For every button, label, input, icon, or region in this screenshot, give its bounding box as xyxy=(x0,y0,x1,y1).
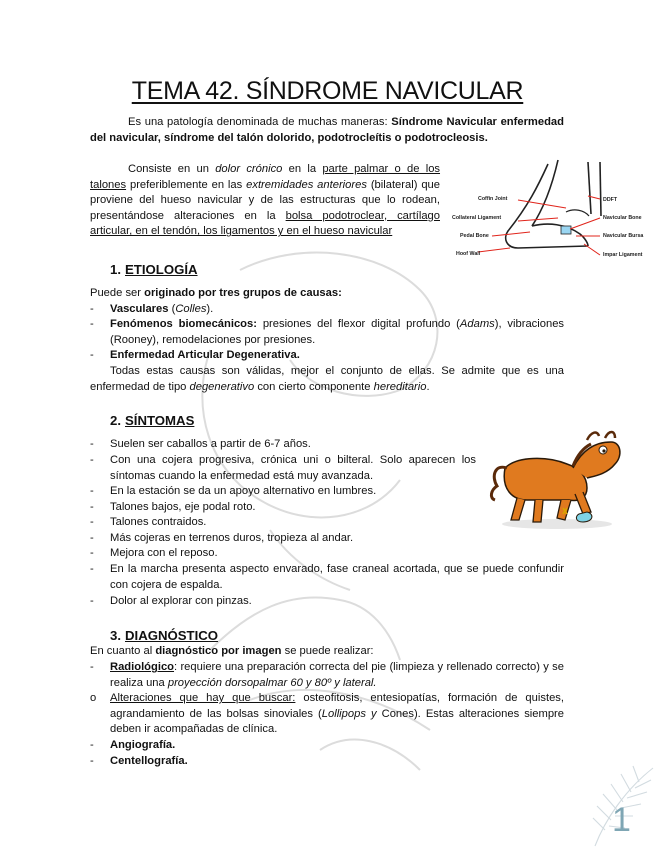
label-ddft: DDFT xyxy=(603,197,618,203)
text-span: Todas estas causas son válidas, mejor el conjunto de ellas. Se admite que es una enfermedad de tipo xyxy=(90,365,564,393)
method-label: Alteraciones que hay que buscar: xyxy=(110,692,296,704)
label-collateral-ligament: Collateral Ligament xyxy=(452,215,502,221)
intro-text: Es una patología denominada de muchas maneras: xyxy=(128,116,388,128)
cause-label: Fenómenos biomecánicos: xyxy=(110,318,257,330)
etiologia-conclusion xyxy=(90,364,564,395)
intro-synonyms: Síndrome Navicular enfermedad del navicular, síndrome del talón dolorido, podotrocleítis o podotrocleosis. xyxy=(90,116,564,144)
section-heading-etiologia xyxy=(110,262,198,278)
method-label: Radiológico xyxy=(110,661,175,673)
text-span: en la xyxy=(288,163,317,175)
intro-paragraph-2 xyxy=(90,162,440,240)
page-title: TEMA 42. SÍNDROME NAVICULAR xyxy=(131,77,524,105)
text-span: osteofitosis, entesiopatías, formación de quistes, agrandamiento de las bolsas sinoviales ( xyxy=(110,692,564,720)
text-span: ). xyxy=(206,303,214,315)
text-span: se puede realizar: xyxy=(284,645,374,657)
section-number: 1. xyxy=(110,262,121,277)
text-extremidades: extremidades anteriores xyxy=(246,178,367,191)
text-span: (bilateral) que proviene del hueso navicular y de las estructuras que lo rodean, presentándose alteraciones en la xyxy=(90,178,440,222)
diagnostico-radiologico: - Radiológico: requiere una preparación correcta del pie (limpieza y rellenado correcto) y se realiza una proyección dorsopalmar 60 y 80º y lateral. xyxy=(90,661,564,689)
section-number: 2. xyxy=(110,413,121,428)
diagnostico-intro xyxy=(90,644,564,660)
label-hoof-wall: Hoof Wall xyxy=(456,251,481,257)
section-heading-diagnostico xyxy=(110,628,218,644)
text-bolsa: bolsa podotroclear, cartílago articular, en el tendón, los ligamentos y en el hueso navicular xyxy=(90,209,440,238)
text-span: En cuanto al xyxy=(90,645,153,657)
text-span: Puede ser xyxy=(90,287,141,299)
text-dolor: dolor crónico xyxy=(215,163,283,175)
label-coffin-joint: Coffin Joint xyxy=(478,196,508,202)
text-span: diagnóstico por imagen xyxy=(155,645,282,657)
etiologia-intro xyxy=(90,286,564,302)
label-impar-ligament: Impar Ligament xyxy=(603,252,643,258)
text-span: : requiere una preparación correcta del pie (limpieza y rellenado correcto) y se realiza una xyxy=(110,661,564,689)
section-number: 3. xyxy=(110,628,121,643)
intro-paragraph-1 xyxy=(90,115,564,146)
text-span: originado por tres grupos de causas: xyxy=(144,287,342,299)
text-span: con cierto componente xyxy=(257,380,371,393)
text-span: hereditario xyxy=(373,380,427,393)
text-span: . xyxy=(426,380,430,393)
text-span: Consiste en un xyxy=(128,163,209,175)
diagnostico-angiografia: - Angiografía. xyxy=(90,739,176,751)
label-navicular-bone: Navicular Bone xyxy=(603,215,642,221)
lame-horse-cartoon xyxy=(487,428,625,532)
section-title: DIAGNÓSTICO xyxy=(125,628,219,643)
text-span: ( xyxy=(171,303,176,315)
text-span: Colles xyxy=(175,303,207,315)
label-pedal-bone: Pedal Bone xyxy=(460,233,489,239)
section-heading-sintomas xyxy=(110,413,194,429)
text-parte: parte palmar o de los talones xyxy=(90,163,441,191)
cause-biomecanicos: - Fenómenos biomecánicos: presiones del flexor digital profundo (Adams), vibraciones (Rooney), remodelaciones por presiones. xyxy=(90,318,565,346)
text-span: presiones del flexor digital profundo ( xyxy=(262,318,460,330)
section-title: ETIOLOGÍA xyxy=(125,262,198,277)
page-number: 1 xyxy=(612,801,631,839)
cause-label: Enfermedad Articular Degenerativa. xyxy=(110,349,300,361)
cause-label: Vasculares xyxy=(110,303,169,315)
hoof-anatomy-diagram xyxy=(448,156,648,264)
diagnostico-alteraciones: o Alteraciones que hay que buscar: osteofitosis, entesiopatías, formación de quistes, agrandamiento de las bolsas sinoviales (Lollipops y Cones). Estas alteraciones siempre deben ir acompañadas de clínica. xyxy=(90,692,564,736)
cause-vasculares: - Vasculares (Colles). xyxy=(90,303,214,315)
text-span: ), vibraciones (Rooney), remodelaciones por presiones. xyxy=(110,318,565,346)
text-span: Lollipops y xyxy=(321,707,377,720)
text-span: Adams xyxy=(459,318,495,330)
text-span: proyección dorsopalmar 60 y 80º y lateral. xyxy=(167,676,377,689)
text-span: degenerativo xyxy=(189,380,255,393)
diagnostico-centellografia: - Centellografía. xyxy=(90,755,188,767)
text-span: Cones). Estas alteraciones siempre deben ir acompañadas de clínica. xyxy=(110,707,564,736)
label-navicular-bursa: Navicular Bursa xyxy=(603,233,644,239)
cause-degenerativa: - Enfermedad Articular Degenerativa. xyxy=(90,349,300,361)
text-span: preferiblemente en las xyxy=(129,178,243,191)
section-title: SÍNTOMAS xyxy=(125,413,195,428)
